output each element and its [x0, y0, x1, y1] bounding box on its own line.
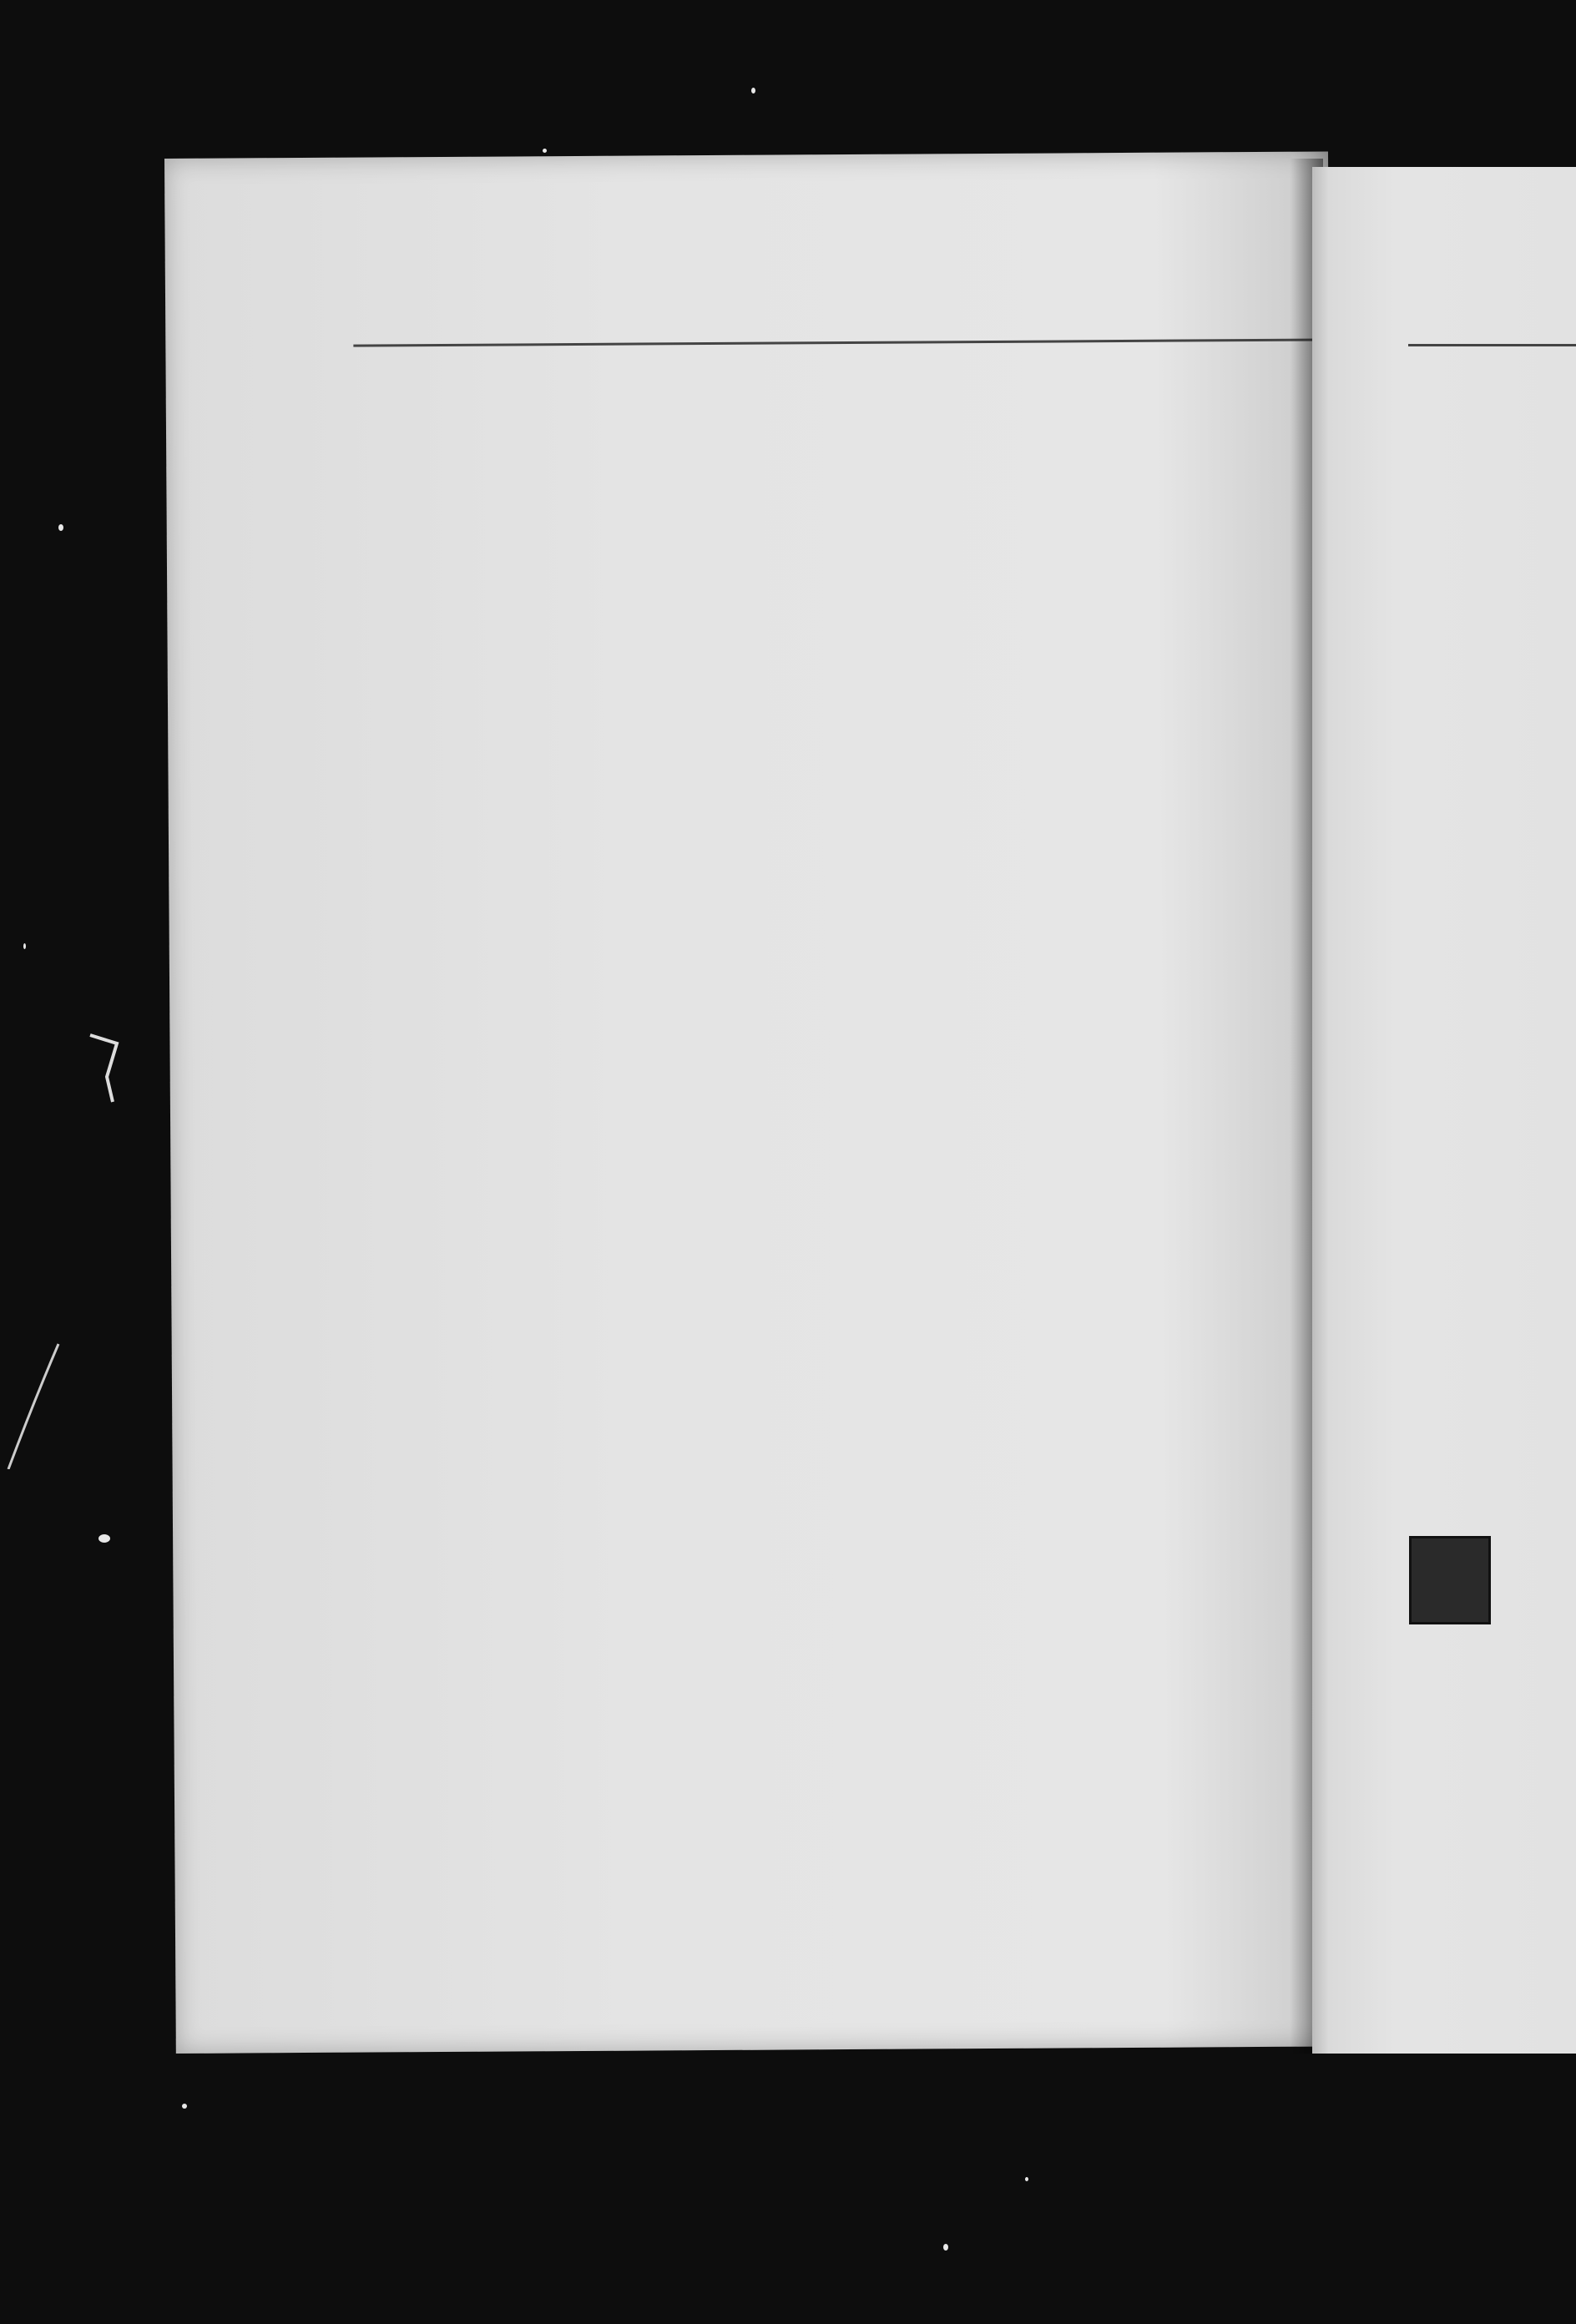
scan-speck: [23, 943, 26, 949]
paragraph: [356, 366, 1440, 373]
paragraph: [356, 366, 1440, 373]
scan-speck: [182, 2104, 187, 2109]
scan-debris: [0, 968, 167, 1469]
scan-speck: [943, 2244, 948, 2251]
body-text: [356, 366, 1440, 373]
scan-speck: [751, 88, 755, 93]
right-page: [1312, 167, 1576, 2054]
paragraph: [356, 366, 1440, 373]
scan-speck: [58, 524, 63, 531]
header-rule: [1408, 344, 1576, 346]
scan-speck: [1025, 2177, 1028, 2181]
scan-speck: [98, 1534, 110, 1543]
running-head: [353, 275, 1438, 328]
paragraph: [356, 366, 1440, 373]
header-rule: [353, 338, 1438, 347]
drop-cap-initial: [1409, 1536, 1491, 1624]
scan-speck: [543, 149, 547, 153]
left-page: [164, 151, 1340, 2053]
